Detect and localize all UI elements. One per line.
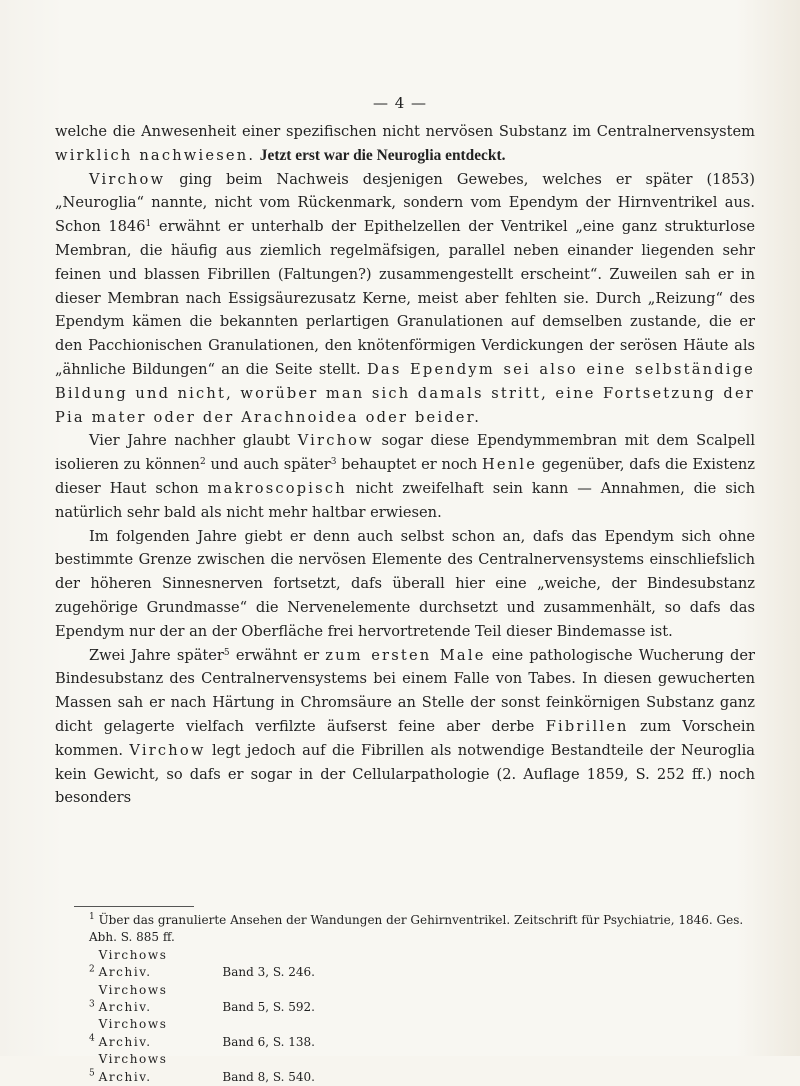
- text-run: nicht zweifelhaft sein kann — Annahmen, die sich natürlich sehr bald als nicht mehr haltbar erwiesen.: [55, 479, 755, 521]
- text-run: zum Vorschein kommen.: [55, 717, 755, 759]
- footnote-ref: Virchows Archiv.: [98, 947, 168, 980]
- spaced-emphasis: Henle: [482, 456, 538, 474]
- text-run: Im folgenden Jahre giebt er denn auch selbst schon an, dafs das Ependym sich ohne bestimmte Grenze zwischen die nervösen Elemente des Centralnervensystems einschliefslich der höheren Sinnesnerven fortsetzt, dafs überall hier eine „weiche, der Bindesubstanz zugehörige Grundmasse“ die Nervenelemente durchsetzt und zusammenhält, so dafs das Ependym nur der an der Oberfläche frei hervortretende Teil dieser Bindemasse ist.: [55, 527, 755, 640]
- spaced-emphasis: Fibrillen: [545, 717, 629, 735]
- text-run: ging beim Nachweis desjenigen Gewebes, welches er später (1853) „Neuroglia“ nannte, nicht vom Rückenmark, sondern vom Ependym der Hirnventrikel aus. Schon 1846: [55, 170, 755, 236]
- paragraph: [55, 644, 755, 811]
- footnote-number: 5: [89, 1068, 95, 1079]
- text-run: erwähnt er unterhalb der Epithelzellen der Ventrikel „eine ganz strukturlose Membran, die häufig aus ziemlich regelmäfsigen, parallel neben einander liegenden sehr feinen und blassen Fibrillen (Faltungen?) zusammengestellt erscheint“. Zuweilen sah er in dieser Membran nach Essigsäurezusatz Kerne, meist aber fehlten sie. Durch „Reizung“ des Ependym kämen die bekannten perlartigen Granulationen auf demselben zustande, die er den Pacchionischen Granulationen, den knötenförmigen Verdickungen der serösen Häute als „ähnliche Bildungen“ an die Seite stellt.: [55, 218, 755, 378]
- footnote-detail: Band 8, S. 540.: [222, 1069, 315, 1084]
- spaced-emphasis: Virchow: [297, 432, 374, 450]
- text-run: sogar diese Ependymmembran mit dem Scalpell isolieren zu können: [55, 432, 755, 474]
- footnote-5: [55, 1051, 755, 1086]
- footnote-detail: Band 5, S. 592.: [222, 1000, 315, 1015]
- paragraph: [55, 525, 755, 644]
- footnote-number: 1: [89, 912, 95, 922]
- text-run: Vier Jahre nachher glaubt: [89, 432, 298, 450]
- footnote-number: 3: [89, 999, 95, 1010]
- text-run: eine pathologische Wucherung der Bindesubstanz des Centralnervensystems bei einem Falle von Tabes. In diesen gewucherten Massen sah er nach Härtung in Chromsäure an Stelle der sonst feinkörnigen Substanz ganz dicht gelagerte vielfach verfilzte äufserst feine aber derbe: [55, 646, 755, 735]
- spaced-emphasis: makroscopisch: [207, 479, 347, 497]
- spaced-emphasis: Virchow: [129, 741, 206, 759]
- text-run: Zwei Jahre später: [89, 646, 224, 664]
- footnote-detail: Band 3, S. 246.: [222, 965, 315, 980]
- footnote-4: [55, 1016, 755, 1051]
- page-number: — 4 —: [372, 94, 428, 112]
- text-run: und auch später: [205, 456, 331, 474]
- footnote-number: 4: [89, 1033, 95, 1044]
- footnote-marker: 2: [199, 457, 206, 468]
- footnote-marker: 3: [330, 457, 337, 468]
- bold-emphasis: Jetzt erst war die Neuroglia entdeckt.: [259, 146, 506, 164]
- spaced-emphasis: zum ersten Male: [325, 646, 486, 664]
- text-run: legt jedoch auf die Fibrillen als notwendige Bestandteile der Neuroglia kein Gewicht, so dafs er sogar in der Cellularpathologie (2. Auflage 1859, S. 252 ff.) noch besonders: [55, 741, 756, 807]
- spaced-emphasis: Virchow: [89, 170, 166, 188]
- footnote-3: [55, 982, 755, 1017]
- text-run: gegenüber, dafs die Existenz dieser Haut schon: [55, 456, 755, 497]
- footnote-number: 2: [89, 964, 95, 975]
- footnotes: [55, 912, 755, 1086]
- spaced-emphasis: Das Ependym sei also eine selbständige Bildung und nicht, worüber man sich damals stritt, eine Fortsetzung der Pia mater oder der Arachnoidea oder beider.: [55, 360, 755, 426]
- footnote-ref: Virchows Archiv.: [98, 982, 168, 1015]
- footnote-text: Über das granulierte Ansehen der Wandungen der Gehirnventrikel. Zeitschrift für Psychiatrie, 1846. Ges. Abh. S. 885 ff.: [89, 913, 744, 945]
- footnote-2: [55, 947, 755, 982]
- paragraph: [55, 429, 755, 524]
- footnote-divider: [74, 906, 194, 907]
- footnote-detail: Band 6, S. 138.: [222, 1034, 315, 1049]
- footnote-ref: Virchows Archiv.: [98, 1017, 168, 1049]
- body-text: [55, 120, 755, 810]
- footnote-marker: 1: [145, 219, 152, 230]
- footnote-marker: 5: [223, 647, 230, 658]
- footnote-1: [55, 912, 755, 947]
- text-run: welche die Anwesenheit einer spezifischen nicht nervösen Substanz im Centralnervensystem: [55, 123, 755, 140]
- paragraph: [55, 120, 755, 168]
- text-run: behauptet er noch: [336, 456, 482, 474]
- paragraph: [55, 168, 755, 430]
- spaced-emphasis: wirklich nachwiesen.: [55, 146, 256, 164]
- footnote-ref: Virchows Archiv.: [98, 1052, 168, 1084]
- text-run: erwähnt er: [229, 646, 326, 664]
